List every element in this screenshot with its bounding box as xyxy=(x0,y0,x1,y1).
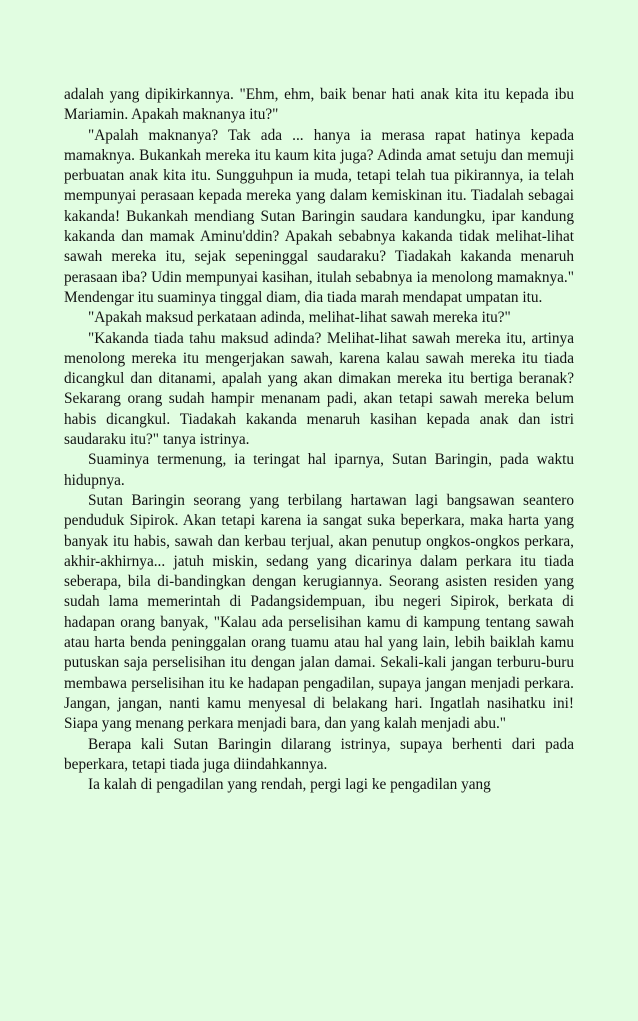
paragraph: adalah yang dipikirkannya. "Ehm, ehm, baik benar hati anak kita itu kepada ibu Mariamin. Apakah maknanya itu?" xyxy=(64,86,574,124)
paragraph: Suaminya termenung, ia teringat hal iparnya, Sutan Baringin, pada waktu hidupnya. xyxy=(64,451,574,489)
paragraph: Berapa kali Sutan Baringin dilarang istrinya, supaya berhenti dari pada beperkara, tetapi tiada juga diindahkannya. xyxy=(64,735,574,773)
paragraph: "Apalah maknanya? Tak ada ... hanya ia merasa rapat hatinya kepada mamaknya. Bukankah mereka itu kaum kita juga? Adinda amat setuju dan memuji perbuatan anak kita itu. Sungguhpun ia muda, tetapi telah tua pikirannya, ia telah mempunyai perasaan kepada mereka yang dalam kemiskinan itu. Tiadalah sebagai kakanda! Bukankah mendiang Sutan Baringin saudara kandungku, ipar kandung kakanda dan mamak Aminu'ddin? Apakah sebabnya kakanda tidak melihat-lihat sawah mereka itu, sejak sepeninggal saudaraku? Tiadakah kakanda menaruh perasaan iba? Udin mempunyai kasihan, itulah sebabnya ia menolong mamaknya." Mendengar itu suaminya tinggal diam, dia tiada marah mendapat umpatan itu. xyxy=(64,126,574,306)
paragraph: Ia kalah di pengadilan yang rendah, pergi lagi ke pengadilan yang xyxy=(88,776,491,794)
paragraph: "Kakanda tiada tahu maksud adinda? Melihat-lihat sawah mereka itu, artinya menolong mereka itu mengerjakan sawah, karena kalau sawah mereka itu tiada dicangkul dan ditanami, apalah yang akan dimakan mereka itu bertiga beranak? Sekarang orang sudah hampir menanam padi, akan tetapi sawah mereka belum habis dicangkul. Tiadakah kakanda menaruh kasihan kepada anak dan istri saudaraku itu?" tanya istrinya. xyxy=(64,329,574,449)
paragraph: "Apakah maksud perkataan adinda, melihat-lihat sawah mereka itu?" xyxy=(88,309,511,327)
document-body xyxy=(64,85,574,795)
paragraph: Sutan Baringin seorang yang terbilang hartawan lagi bangsawan seantero penduduk Sipirok. Akan tetapi karena ia sangat suka beperkara, maka harta yang banyak itu habis, sawah dan kerbau terjual, akan penutup ongkos-ongkos perkara, akhir-akhirnya... jatuh miskin, sedang yang dicarinya dalam perkara itu tiada seberapa, bila di-bandingkan dengan kerugiannya. Seorang asisten residen yang sudah lama memerintah di Padangsidempuan, ibu negeri Sipirok, berkata di hadapan orang banyak, "Kalau ada perselisihan kamu di kampung tentang sawah atau harta benda peninggalan orang tuamu atau hal yang lain, lebih baiklah kamu putuskan saja perselisihan itu dengan jalan damai. Sekali-kali jangan terburu-buru membawa perselisihan itu ke hadapan pengadilan, supaya jangan menjadi perkara. Jangan, jangan, nanti kamu menyesal di belakang hari. Ingatlah nasihatku ini! Siapa yang menang perkara menjadi bara, dan yang kalah menjadi abu." xyxy=(64,491,574,733)
